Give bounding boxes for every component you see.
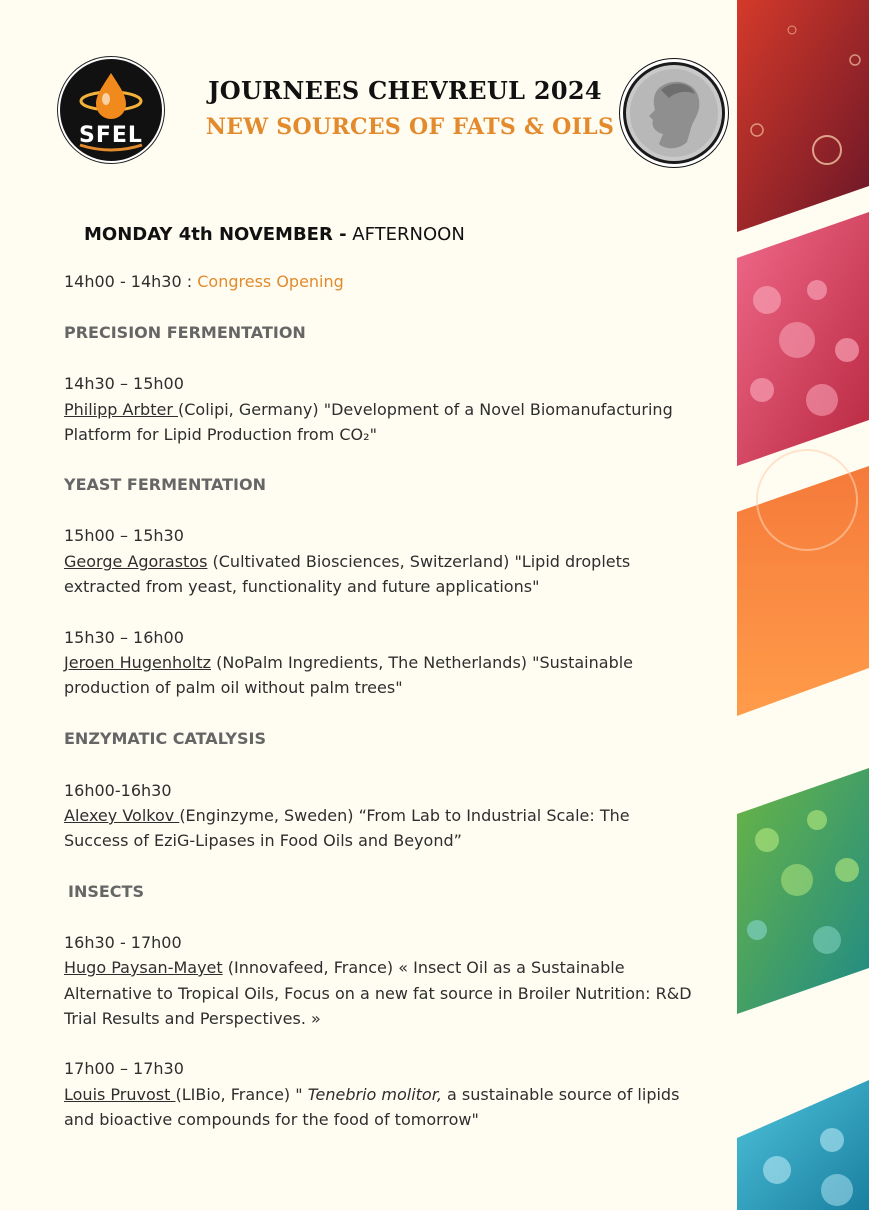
- talk-time: 15h30 – 16h00: [64, 628, 184, 647]
- talk-line: [64, 955, 625, 980]
- section-enzymatic: ENZYMATIC CATALYSIS: [64, 729, 266, 748]
- talk-time: 15h00 – 15h30: [64, 526, 184, 545]
- page-title: JOURNEES CHEVREUL 2024: [208, 76, 602, 105]
- talk-text: extracted from yeast, functionality and future applications": [64, 577, 540, 596]
- opening-time: 14h00 - 14h30 :: [64, 272, 198, 291]
- speaker-link[interactable]: Alexey Volkov: [64, 806, 180, 825]
- talk-text: (Cultivated Biosciences, Switzerland) "Lipid droplets: [207, 552, 631, 571]
- species-name: Tenebrio molitor,: [307, 1085, 442, 1104]
- page-subtitle: NEW SOURCES OF FATS & OILS: [205, 114, 615, 140]
- talk-line: [64, 803, 630, 828]
- day-period: AFTERNOON: [346, 224, 465, 245]
- talk-line: [64, 650, 633, 675]
- chevreul-medallion: [619, 58, 729, 168]
- opening-line: [64, 269, 344, 294]
- red-oil-panel: [737, 0, 869, 232]
- talk-time: 16h30 - 17h00: [64, 933, 182, 952]
- talk-text: Success of EziG-Lipases in Food Oils and Beyond”: [64, 831, 462, 850]
- talk-time: 16h00-16h30: [64, 781, 172, 800]
- talk-text: (Enginzyme, Sweden) “From Lab to Industrial Scale: The: [179, 806, 630, 825]
- talk-text: (LIBio, France) ": [175, 1085, 308, 1104]
- talk-time: 17h00 – 17h30: [64, 1059, 184, 1078]
- talk-text: production of palm oil without palm trees": [64, 678, 403, 697]
- speaker-link[interactable]: Jeroen Hugenholtz: [64, 653, 212, 672]
- speaker-link[interactable]: Hugo Paysan-Mayet: [64, 958, 223, 977]
- talk-text: Alternative to Tropical Oils, Focus on a new fat source in Broiler Nutrition: R&D: [64, 984, 692, 1003]
- opening-label: Congress Opening: [197, 272, 344, 291]
- talk-text: and bioactive compounds for the food of tomorrow": [64, 1110, 479, 1129]
- talk-line: [64, 397, 673, 422]
- sfel-logo: [58, 57, 164, 163]
- talk-text: (NoPalm Ingredients, The Netherlands) "Sustainable: [211, 653, 634, 672]
- portrait-medal-icon: [619, 58, 729, 168]
- section-insects: INSECTS: [68, 882, 144, 901]
- talk-time: 14h30 – 15h00: [64, 374, 184, 393]
- talk-text: (Innovafeed, France) « Insect Oil as a Sustainable: [222, 958, 625, 977]
- speaker-link[interactable]: Louis Pruvost: [64, 1085, 176, 1104]
- day-date: MONDAY 4th NOVEMBER -: [84, 224, 347, 245]
- talk-text: a sustainable source of lipids: [441, 1085, 680, 1104]
- talk-text: (Colipi, Germany) "Development of a Novel Biomanufacturing: [177, 400, 673, 419]
- talk-line: [64, 549, 630, 574]
- talk-line: [64, 1082, 679, 1107]
- speaker-link[interactable]: George Agorastos: [64, 552, 208, 571]
- logo-text: SFEL: [79, 123, 143, 148]
- section-precision: PRECISION FERMENTATION: [64, 323, 306, 342]
- speaker-link[interactable]: Philipp Arbter: [64, 400, 178, 419]
- section-yeast: YEAST FERMENTATION: [64, 475, 266, 494]
- day-heading: [84, 224, 465, 245]
- talk-text: Trial Results and Perspectives. »: [64, 1009, 321, 1028]
- decorative-oil-strip: [737, 0, 869, 1210]
- talk-text: Platform for Lipid Production from CO₂": [64, 425, 377, 444]
